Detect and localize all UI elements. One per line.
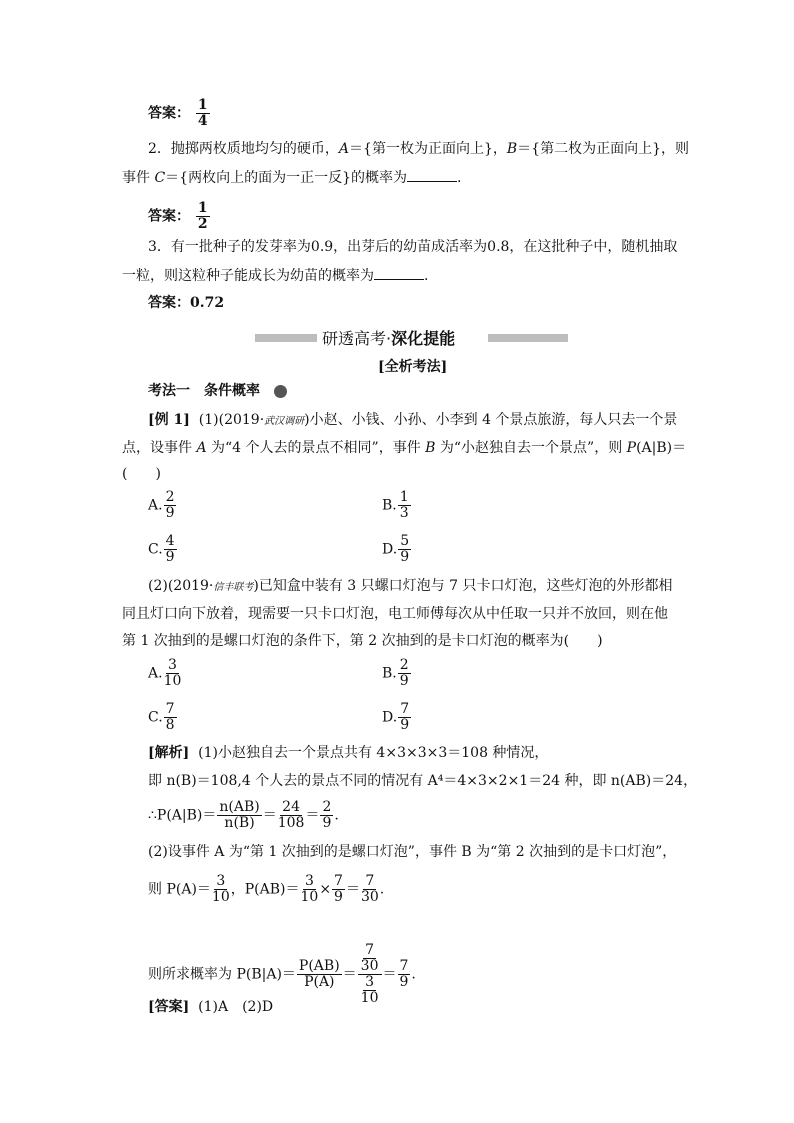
example-1-line-1: [例 1] (1)(2019·武汉调研)小赵、小钱、小孙、小李到 4 个景点旅游，每人只去一个景	[148, 412, 678, 428]
option-d: D. $\frac{7}{9}$	[382, 701, 410, 733]
section-subtitle: [全析考法]	[378, 359, 448, 375]
question-2-line-1: 2．抛掷两枚质地均匀的硬币，A＝{第一枚为正面向上}，B＝{第二枚为正面向上}，则	[148, 141, 689, 157]
banner-bar-left	[255, 334, 317, 342]
solution-line-6: 则所求概率为 P(B|A)＝ $\frac{P(AB)}{P(A)}$ ＝ $\frac{\frac{7}{30}}{\frac{3}{10}}$ ＝ $\frac{7}{9}$ .	[148, 942, 416, 1006]
answer-line-1	[148, 98, 211, 129]
example-1-part-2-line-2: 同且灯口向下放着，现需要一只卡口灯泡，电工师傅每次从中任取一只并不放回，则在他	[122, 606, 668, 622]
banner-bar-right	[488, 334, 568, 342]
question-2-line-2: 事件 C＝{两枚向上的面为一正一反}的概率为 .	[122, 167, 461, 188]
answer-line-3: 答案：0.72	[148, 295, 225, 311]
question-3-line-1: 3．有一批种子的发芽率为0.9，出芽后的幼苗成活率为0.8，在这批种子中，随机抽取	[148, 239, 678, 255]
answer-label: 答案：	[148, 105, 190, 122]
answer-fraction: $\frac{1}{2}$	[197, 200, 208, 232]
example-1-line-2: 点，设事件 A 为“4 个人去的景点不相同”，事件 B 为“小赵独自去一个景点”，则 P(A|B)＝	[122, 440, 687, 456]
answer-blank	[374, 265, 424, 280]
solution-line-2: 即 n(B)＝108,4 个人去的景点不同的情况有 A⁴＝4×3×2×1＝24 种，即 n(AB)＝24，	[148, 773, 698, 789]
solution-line-4: (2)设事件 A 为“第 1 次抽到的是螺口灯泡”，事件 B 为“第 2 次抽到的是卡口灯泡”，	[148, 844, 677, 860]
final-answer: [答案] (1)A (2)D	[148, 999, 274, 1015]
example-1-line-3: ( )	[122, 466, 161, 482]
option-c: C. $\frac{4}{9}$	[148, 533, 175, 565]
section-banner: 研透高考·深化提能	[322, 329, 456, 348]
example-1-part-2-line-3: 第 1 次抽到的是螺口灯泡的条件下，第 2 次抽到的是卡口灯泡的概率为( )	[122, 633, 603, 649]
bullet-icon	[274, 385, 287, 398]
solution-line-1: [解析] (1)小赵独自去一个景点共有 4×3×3×3＝108 种情况，	[148, 745, 549, 761]
option-b: B. $\frac{2}{9}$	[382, 657, 409, 689]
option-a: A. $\frac{3}{10}$	[148, 657, 182, 689]
option-c: C. $\frac{7}{8}$	[148, 701, 175, 733]
question-3-line-2: 一粒，则这粒种子能成长为幼苗的概率为 .	[122, 265, 428, 286]
solution-line-3: ∴P(A|B)＝ $\frac{n(AB)}{n(B)}$ ＝ $\frac{24}{108}$ ＝ $\frac{2}{9}$ .	[148, 799, 339, 831]
compound-fraction: $\frac{\frac{7}{30}}{\frac{3}{10}}$	[358, 943, 382, 1006]
answer-line-2: 答案： $\frac{1}{2}$	[148, 200, 208, 232]
option-b: B. $\frac{1}{3}$	[382, 489, 409, 521]
method-heading: 考法一 条件概率	[148, 381, 287, 401]
answer-fraction: $\frac{1}{4}$	[197, 97, 208, 129]
option-d: D. $\frac{5}{9}$	[382, 533, 410, 565]
example-1-part-2-line-1: (2)(2019·信丰联考)已知盒中装有 3 只螺口灯泡与 7 只卡口灯泡，这些灯泡的外形都相	[148, 578, 673, 594]
option-a: A. $\frac{2}{9}$	[148, 489, 175, 521]
solution-line-5: 则 P(A)＝ $\frac{3}{10}$ ，P(AB)＝ $\frac{3}{10}$ × $\frac{7}{9}$ ＝ $\frac{7}{30}$ .	[148, 873, 385, 905]
answer-blank	[407, 167, 457, 182]
